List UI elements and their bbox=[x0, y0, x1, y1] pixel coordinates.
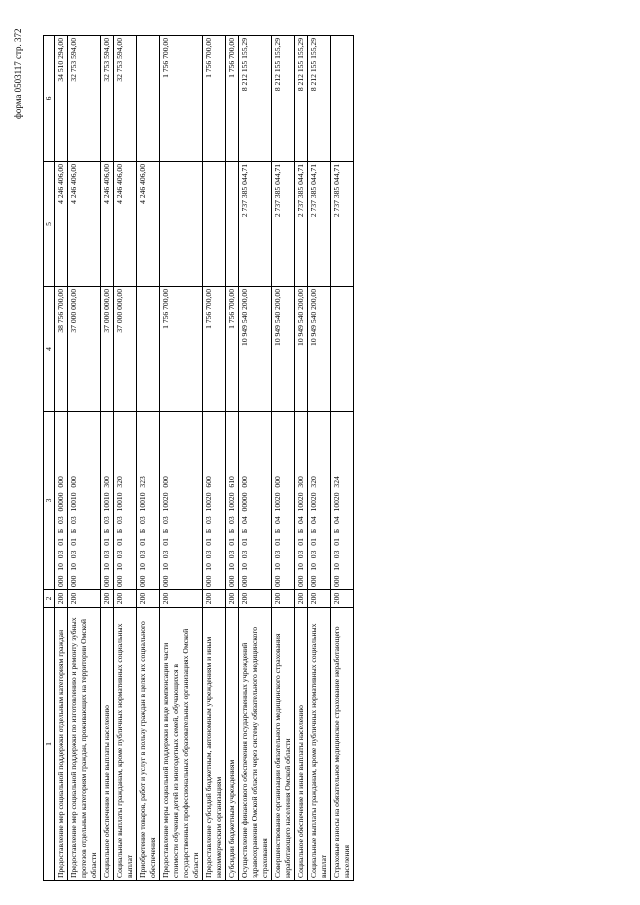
row-approved-cell: 1 756 700,00 bbox=[226, 287, 239, 412]
row-unexecuted-cell bbox=[137, 36, 160, 162]
row-budget-code-cell: 000 10 03 01 Б 03 10020 000 bbox=[160, 412, 203, 590]
row-approved-cell: 38 756 700,00 bbox=[55, 287, 68, 412]
row-unexecuted-cell: 8 212 155 155,29 bbox=[308, 36, 331, 162]
table-row bbox=[68, 36, 101, 881]
row-unexecuted-cell: 8 212 155 155,29 bbox=[295, 36, 308, 162]
row-unexecuted-cell bbox=[331, 36, 354, 162]
row-approved-cell: 10 949 540 200,00 bbox=[295, 287, 308, 412]
row-name-cell: Социальные выплаты гражданам, кроме публичных нормативных социальных выплат bbox=[308, 608, 331, 881]
row-budget-code-cell: 000 10 03 01 Б 03 10020 610 bbox=[226, 412, 239, 590]
row-line-code-cell: 200 bbox=[101, 590, 114, 608]
row-budget-code-cell: 000 10 03 01 Б 04 10020 320 bbox=[308, 412, 331, 590]
row-name-cell: Предоставление мер социальной поддержки отдельным категориям граждан bbox=[55, 608, 68, 881]
row-executed-cell: 2 737 385 044,71 bbox=[239, 162, 272, 287]
table-row bbox=[308, 36, 331, 881]
row-unexecuted-cell: 32 753 594,00 bbox=[101, 36, 114, 162]
row-executed-cell bbox=[226, 162, 239, 287]
row-line-code-cell: 200 bbox=[55, 590, 68, 608]
row-line-code-cell: 200 bbox=[114, 590, 137, 608]
table-row bbox=[295, 36, 308, 881]
row-executed-cell: 4 246 406,00 bbox=[137, 162, 160, 287]
header-cell: 2 bbox=[44, 590, 55, 608]
header-row bbox=[44, 36, 55, 881]
row-name-cell: Предоставление субсидий бюджетным, автономным учреждениям и иным некоммерческим организациям bbox=[203, 608, 226, 881]
row-line-code-cell: 200 bbox=[272, 590, 295, 608]
row-budget-code-cell: 000 10 03 01 Б 03 10010 320 bbox=[114, 412, 137, 590]
row-executed-cell: 2 737 385 044,71 bbox=[272, 162, 295, 287]
row-approved-cell: 37 000 000,00 bbox=[114, 287, 137, 412]
row-executed-cell bbox=[203, 162, 226, 287]
budget-table bbox=[43, 35, 354, 881]
row-name-cell: Осуществление финансового обеспечения государственных учреждений здравоохранения Омской области через систему обязательного медицинского страхования bbox=[239, 608, 272, 881]
table-row bbox=[137, 36, 160, 881]
row-line-code-cell: 200 bbox=[203, 590, 226, 608]
row-executed-cell bbox=[160, 162, 203, 287]
form-label: форма 0503117 стр. 372 bbox=[13, 28, 23, 119]
row-line-code-cell: 200 bbox=[239, 590, 272, 608]
row-budget-code-cell: 000 10 03 01 Б 04 10020 000 bbox=[272, 412, 295, 590]
row-line-code-cell: 200 bbox=[331, 590, 354, 608]
row-line-code-cell: 200 bbox=[226, 590, 239, 608]
row-executed-cell: 4 246 406,00 bbox=[55, 162, 68, 287]
row-unexecuted-cell: 1 756 700,00 bbox=[226, 36, 239, 162]
row-unexecuted-cell: 34 510 294,00 bbox=[55, 36, 68, 162]
row-budget-code-cell: 000 10 03 01 Б 03 10010 000 bbox=[68, 412, 101, 590]
row-approved-cell: 37 000 000,00 bbox=[68, 287, 101, 412]
row-name-cell: Социальное обеспечение и иные выплаты населению bbox=[295, 608, 308, 881]
row-budget-code-cell: 000 10 03 01 Б 04 10020 324 bbox=[331, 412, 354, 590]
table-row bbox=[114, 36, 137, 881]
header-cell: 3 bbox=[44, 412, 55, 590]
row-unexecuted-cell: 1 756 700,00 bbox=[203, 36, 226, 162]
row-name-cell: Социальные выплаты гражданам, кроме публичных нормативных социальных выплат bbox=[114, 608, 137, 881]
table-row bbox=[331, 36, 354, 881]
row-executed-cell: 4 246 406,00 bbox=[101, 162, 114, 287]
row-executed-cell: 2 737 385 044,71 bbox=[331, 162, 354, 287]
row-budget-code-cell: 000 10 03 01 Б 03 00000 000 bbox=[55, 412, 68, 590]
row-unexecuted-cell: 32 753 594,00 bbox=[114, 36, 137, 162]
header-cell: 4 bbox=[44, 287, 55, 412]
row-budget-code-cell: 000 10 03 01 Б 03 10020 600 bbox=[203, 412, 226, 590]
row-unexecuted-cell: 32 753 594,00 bbox=[68, 36, 101, 162]
row-name-cell: Социальное обеспечение и иные выплаты населению bbox=[101, 608, 114, 881]
table-row bbox=[203, 36, 226, 881]
row-name-cell: Предоставление мер социальной поддержки по изготовлению и ремонту зубных протезов отдельным категориям граждан, проживающих на территории Омской области bbox=[68, 608, 101, 881]
row-approved-cell: 10 949 540 200,00 bbox=[308, 287, 331, 412]
row-budget-code-cell: 000 10 03 01 Б 04 00000 000 bbox=[239, 412, 272, 590]
row-budget-code-cell: 000 10 03 01 Б 03 10010 300 bbox=[101, 412, 114, 590]
table-row bbox=[55, 36, 68, 881]
row-name-cell: Совершенствование организации обязательного медицинского страхования неработающего населения Омской области bbox=[272, 608, 295, 881]
row-line-code-cell: 200 bbox=[160, 590, 203, 608]
table-body bbox=[55, 36, 354, 881]
row-approved-cell: 10 949 540 200,00 bbox=[272, 287, 295, 412]
header-cell: 5 bbox=[44, 162, 55, 287]
header-cell: 1 bbox=[44, 608, 55, 881]
row-approved-cell: 10 949 540 200,00 bbox=[239, 287, 272, 412]
row-approved-cell: 1 756 700,00 bbox=[160, 287, 203, 412]
row-unexecuted-cell: 1 756 700,00 bbox=[160, 36, 203, 162]
row-executed-cell: 4 246 406,00 bbox=[68, 162, 101, 287]
row-name-cell: Субсидии бюджетным учреждениям bbox=[226, 608, 239, 881]
row-executed-cell: 2 737 385 044,71 bbox=[295, 162, 308, 287]
row-executed-cell: 4 246 406,00 bbox=[114, 162, 137, 287]
header-cell: 6 bbox=[44, 36, 55, 162]
row-budget-code-cell: 000 10 03 01 Б 03 10010 323 bbox=[137, 412, 160, 590]
row-line-code-cell: 200 bbox=[68, 590, 101, 608]
table-row bbox=[272, 36, 295, 881]
table-row bbox=[226, 36, 239, 881]
row-line-code-cell: 200 bbox=[137, 590, 160, 608]
table-row bbox=[160, 36, 203, 881]
row-line-code-cell: 200 bbox=[308, 590, 331, 608]
row-name-cell: Предоставление меры социальной поддержки в виде компенсации части стоимости обучения детей из многодетных семей, обучающихся в государственных профессиональных образовательных организациях Омской области bbox=[160, 608, 203, 881]
row-approved-cell: 37 000 000,00 bbox=[101, 287, 114, 412]
row-approved-cell bbox=[331, 287, 354, 412]
row-name-cell: Приобретение товаров, работ и услуг в пользу граждан в целях их социального обеспечения bbox=[137, 608, 160, 881]
row-budget-code-cell: 000 10 03 01 Б 04 10020 300 bbox=[295, 412, 308, 590]
row-approved-cell bbox=[137, 287, 160, 412]
table-row bbox=[101, 36, 114, 881]
row-name-cell: Страховые взносы на обязательное медицинское страхование неработающего населения bbox=[331, 608, 354, 881]
row-executed-cell: 2 737 385 044,71 bbox=[308, 162, 331, 287]
row-unexecuted-cell: 8 212 155 155,29 bbox=[272, 36, 295, 162]
table-row bbox=[239, 36, 272, 881]
row-unexecuted-cell: 8 212 155 155,29 bbox=[239, 36, 272, 162]
row-approved-cell: 1 756 700,00 bbox=[203, 287, 226, 412]
row-line-code-cell: 200 bbox=[295, 590, 308, 608]
